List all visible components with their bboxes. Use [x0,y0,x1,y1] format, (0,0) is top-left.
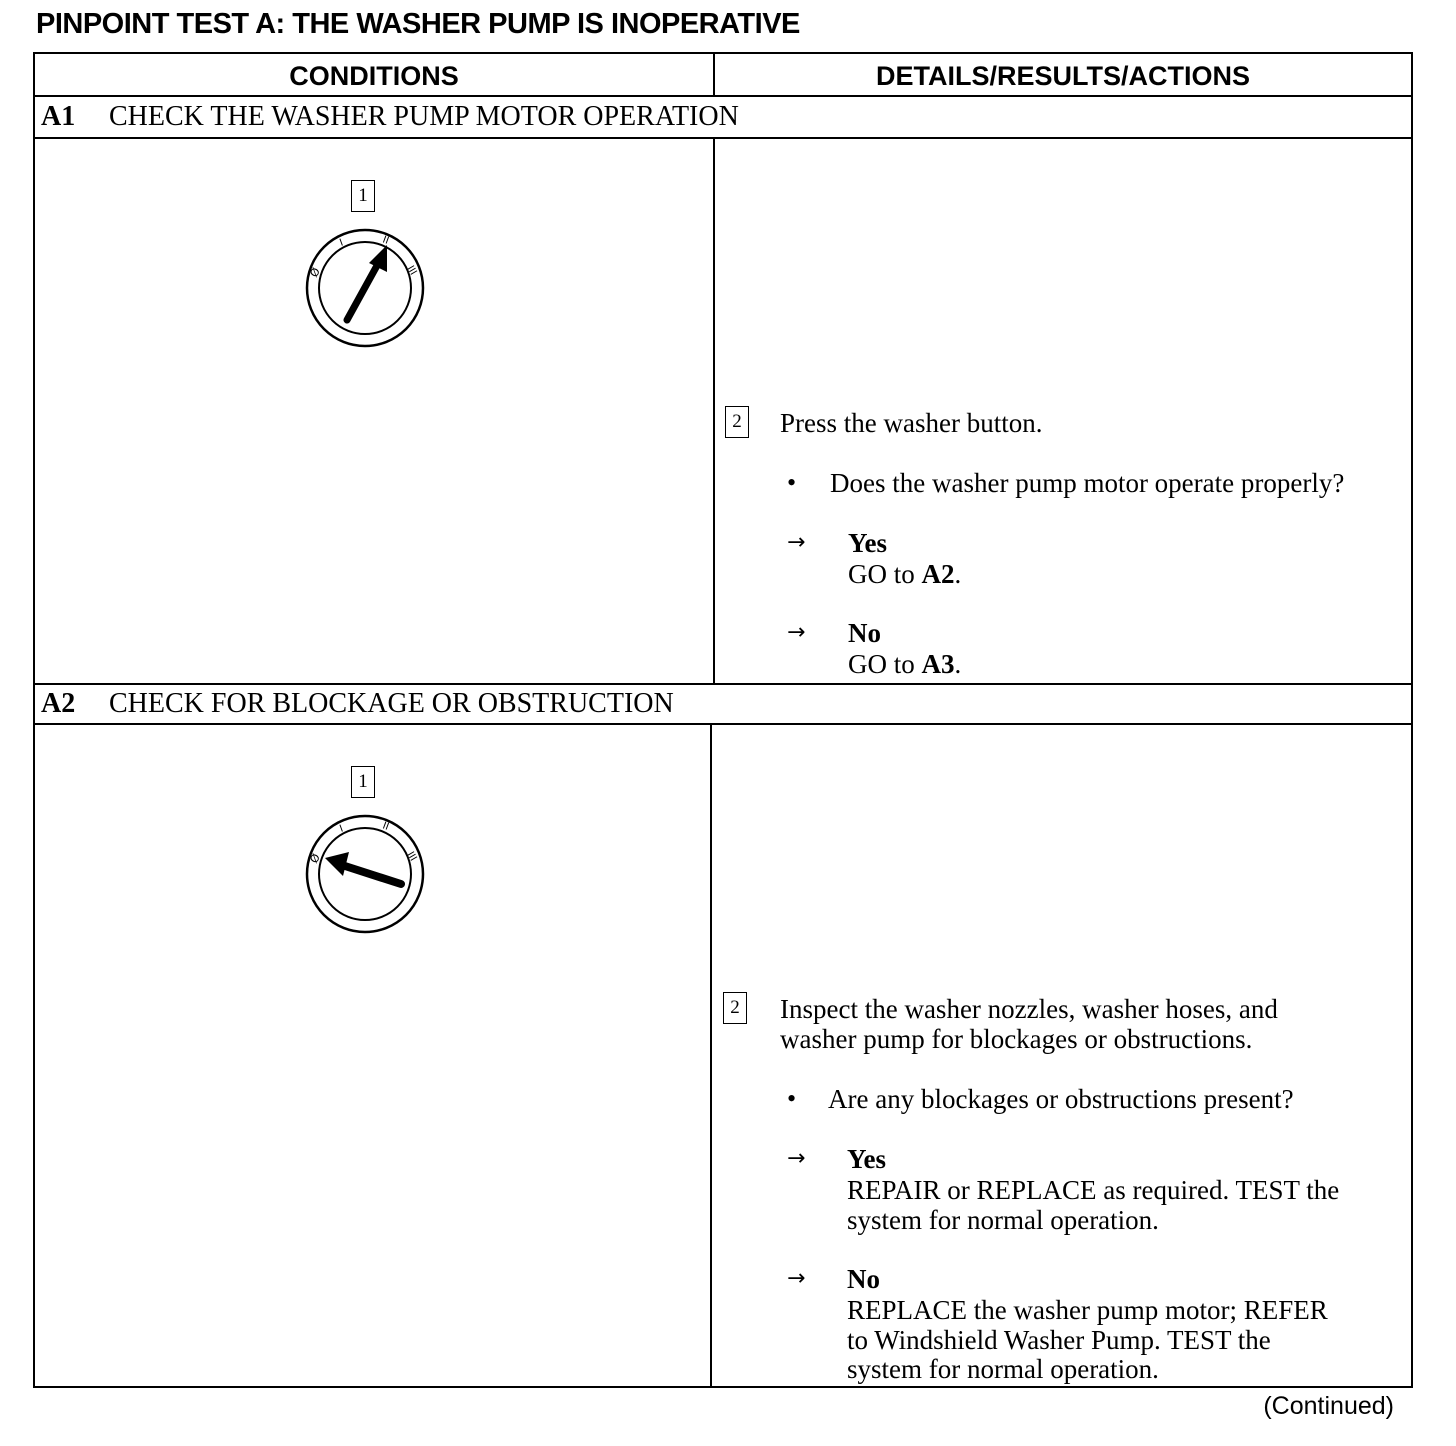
bullet: • [787,468,797,497]
no-action-line-3: system for normal operation. [847,1354,1159,1384]
question-text: Are any blockages or obstructions present? [828,1084,1294,1114]
pinpoint-test-table [33,52,1413,1388]
callout-2: 2 [725,406,749,438]
step-title: CHECK THE WASHER PUMP MOTOR OPERATION [109,101,739,132]
arrow-icon: → [787,530,806,555]
no-action-line-2: to Windshield Washer Pump. TEST the [847,1325,1271,1355]
yes-label: Yes [847,1144,886,1174]
svg-text:I: I [338,823,345,835]
svg-text:III: III [404,850,419,864]
yes-label: Yes [848,528,887,558]
divider [713,54,715,96]
divider [35,137,1411,139]
continued-note: (Continued) [1263,1392,1394,1420]
no-label: No [848,618,881,648]
arrow-icon: → [787,620,806,645]
ignition-switch-dial-icon [303,226,427,350]
yes-action-line-2: system for normal operation. [847,1205,1159,1235]
yes-action-line-1: REPAIR or REPLACE as required. TEST the [847,1175,1340,1205]
step-id: A2 [41,688,76,719]
step-heading-a2 [41,685,674,723]
arrow-icon: → [787,1146,806,1171]
divider [35,723,1411,725]
question-text: Does the washer pump motor operate properly? [830,468,1345,498]
page-title: PINPOINT TEST A: THE WASHER PUMP IS INOPERATIVE [36,8,800,40]
divider [710,725,712,1386]
callout-1: 1 [351,180,375,212]
arrow-icon: → [787,1266,806,1291]
no-label: No [847,1264,880,1294]
yes-action: GO to A2. [848,559,962,589]
bullet: • [787,1084,797,1113]
instruction-text: Press the washer button. [780,408,1043,438]
step-id: A1 [41,101,76,132]
svg-text:I: I [338,237,345,249]
no-action-line-1: REPLACE the washer pump motor; REFER [847,1295,1328,1325]
no-action: GO to A3. [848,649,962,679]
divider [35,95,1411,97]
step-title: CHECK FOR BLOCKAGE OR OBSTRUCTION [109,688,674,719]
column-header-conditions: CONDITIONS [289,61,459,91]
divider [713,139,715,684]
instruction-text-line-2: washer pump for blockages or obstructions. [780,1024,1253,1054]
ignition-switch-dial-icon [303,812,427,936]
svg-text:III: III [404,264,419,278]
instruction-text-line-1: Inspect the washer nozzles, washer hoses, and [780,994,1278,1024]
callout-1: 1 [351,766,375,798]
svg-text:II: II [380,820,391,833]
step-heading-a1 [41,98,739,136]
callout-2: 2 [723,992,747,1024]
svg-text:Ø: Ø [307,265,323,280]
svg-text:Ø: Ø [307,851,323,866]
column-header-details: DETAILS/RESULTS/ACTIONS [875,61,1250,91]
svg-text:II: II [380,234,391,247]
